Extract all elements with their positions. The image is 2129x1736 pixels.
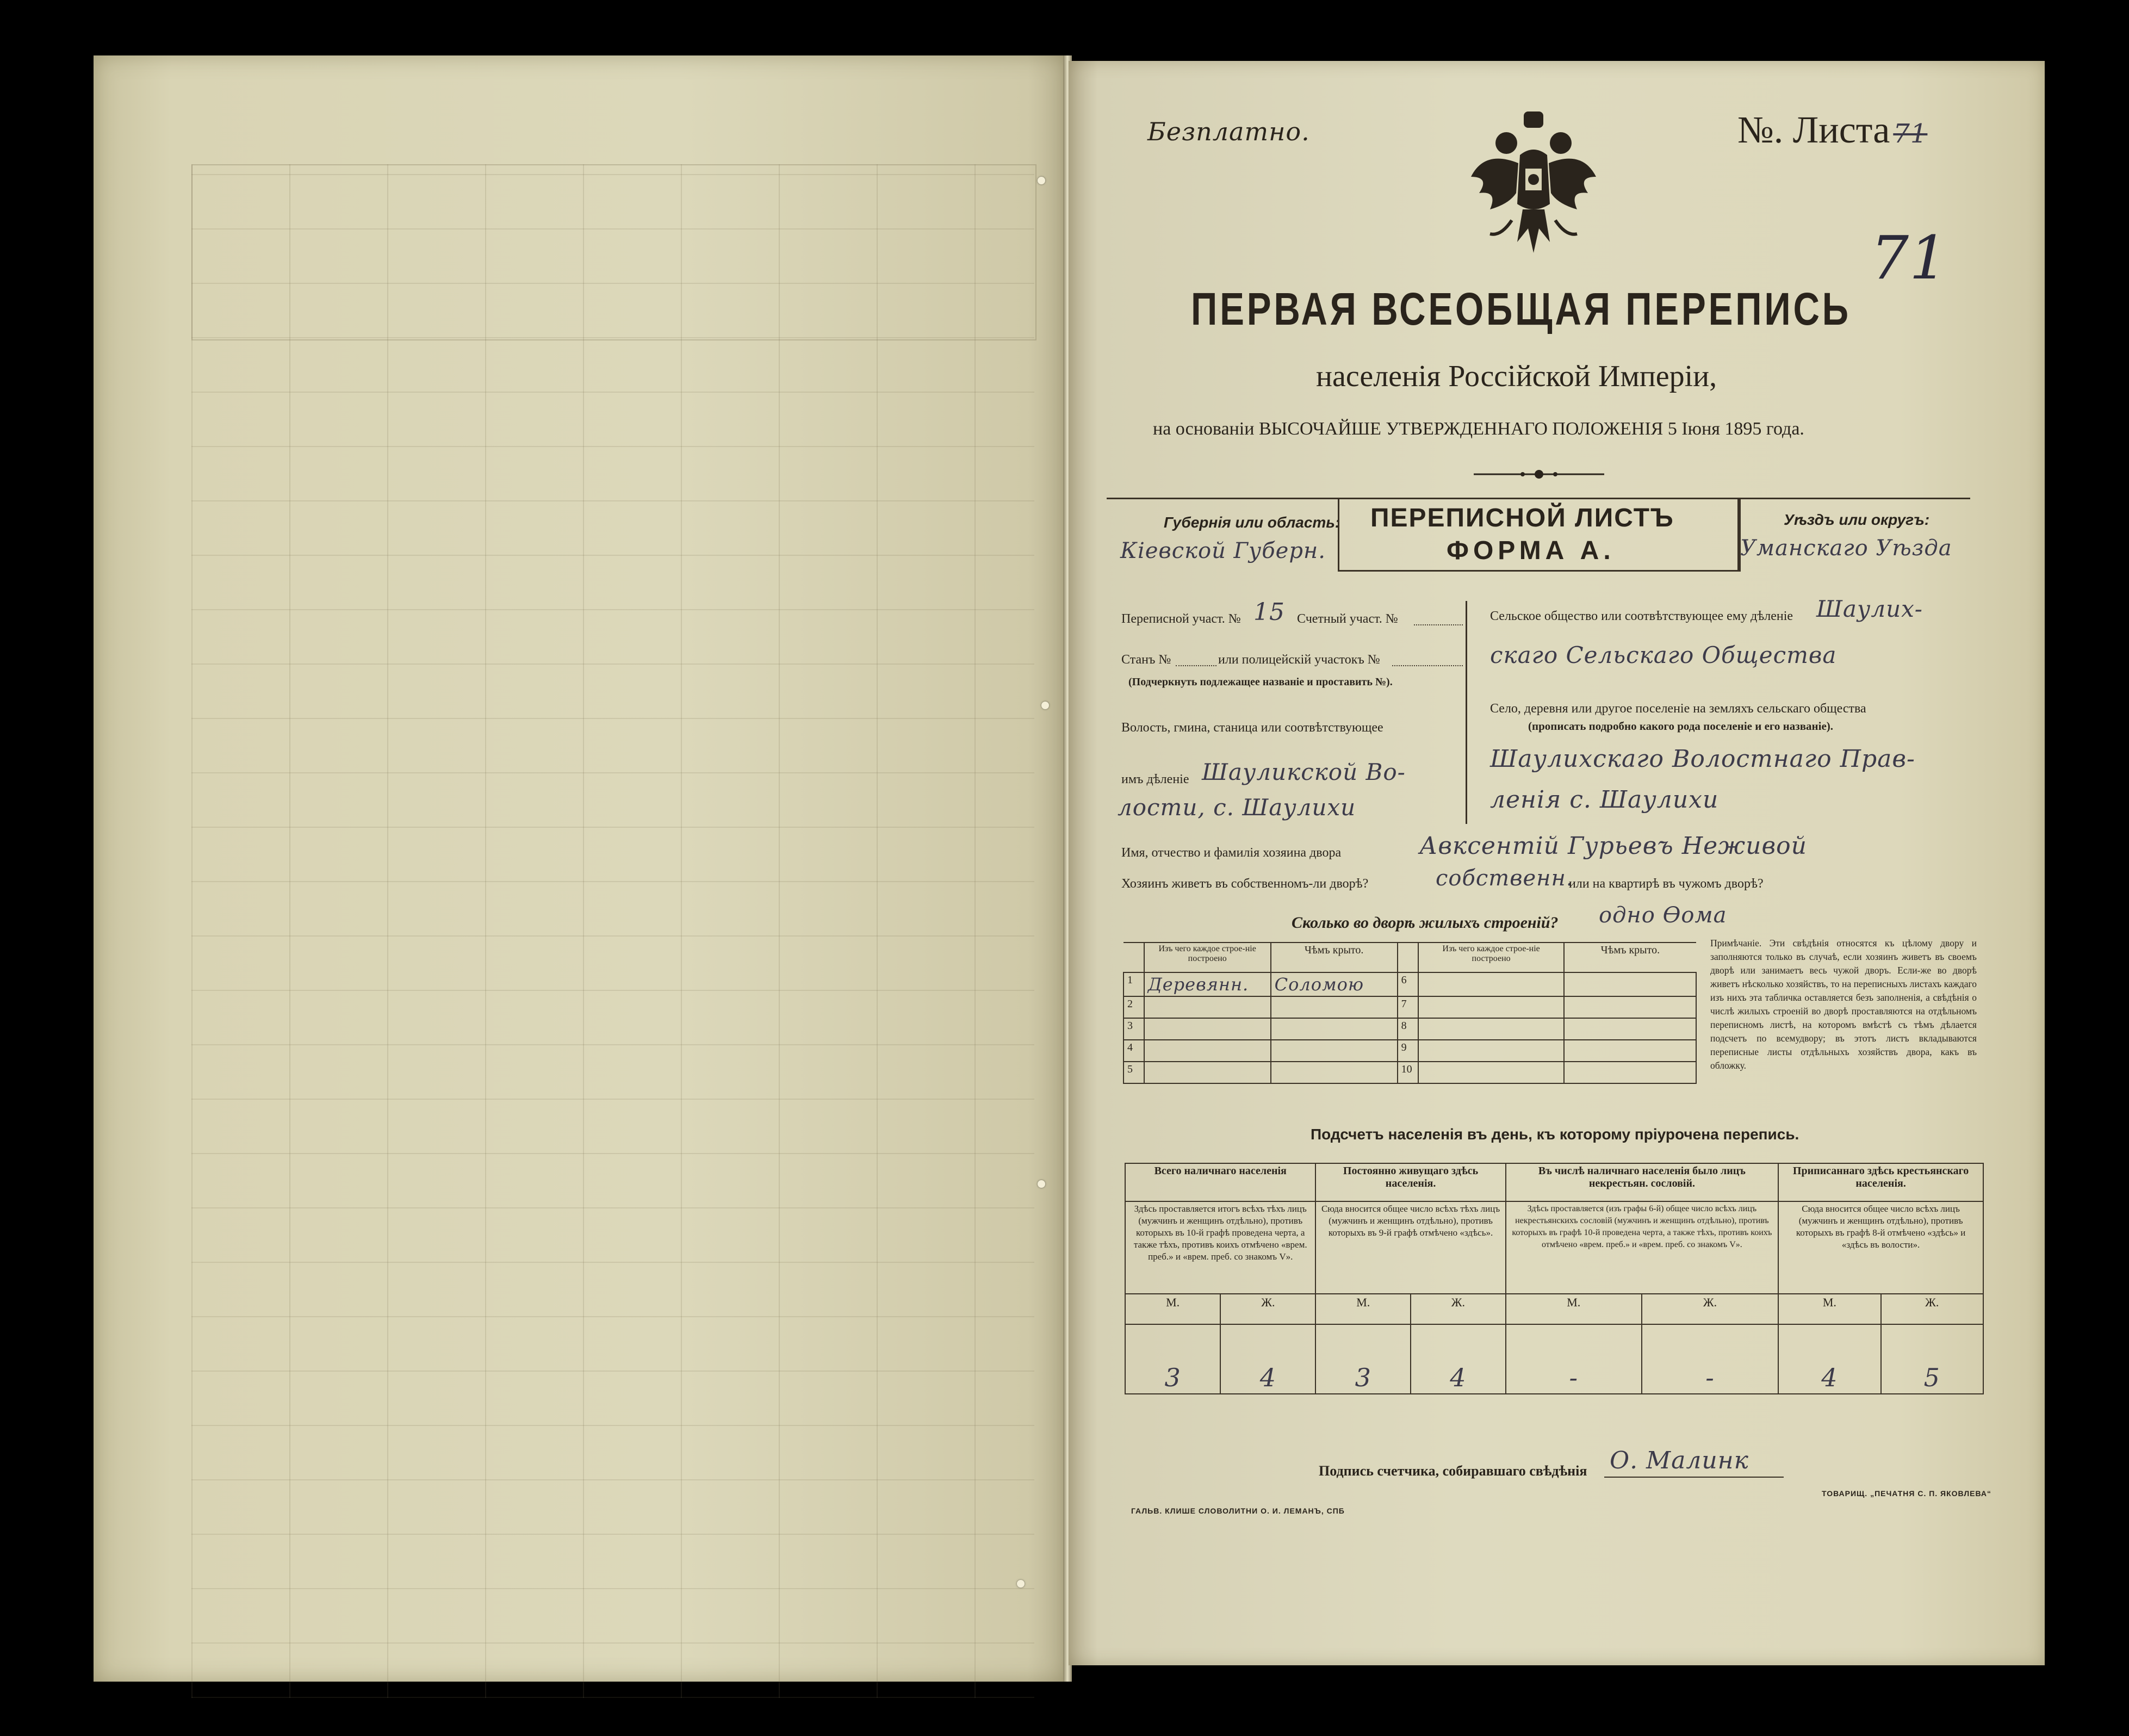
society-value-2: скаго Сельскаго Общества [1490, 642, 1837, 668]
counting-district-line [1414, 624, 1463, 625]
page-subtitle: населенія Россійской Имперіи, [1316, 359, 1717, 393]
count-registered-f: 5 [1881, 1324, 1983, 1394]
guberniya-value: Кіевской Губерн. [1120, 538, 1326, 563]
group-desc-total: Здѣсь проставляется итогъ всѣхъ тѣхъ лицъ (мужчинъ и женщинъ отдѣльно), противъ которыхъ въ 10-й графѣ проведена черта, а также тѣхъ, противъ коихъ отмѣчено «врем. преб.» и «врем. преб. со знакомъ V». [1125, 1201, 1315, 1294]
stan-label: Станъ № [1121, 653, 1171, 667]
society-value: Шаулих- [1816, 596, 1923, 622]
lives-value: собственн. [1436, 866, 1574, 891]
guberniya-label: Губернія или область: [1164, 514, 1340, 531]
form-title-line2: ФОРМА А. [1447, 536, 1615, 565]
uezd-label: Уѣздъ или округъ: [1784, 511, 1930, 528]
handwritten-sheet-number: 71 [1871, 223, 1948, 293]
buildings-value: одно Ѳома [1599, 903, 1727, 928]
police-note: (Подчеркнуть подлежащее названіе и проставить №). [1128, 676, 1393, 688]
buildings-table [1123, 942, 1697, 1084]
population-table [1125, 1163, 1984, 1394]
note-text: Примѣчаніе. Эти свѣдѣнія относятся къ цѣлому двору и заполняются только въ случаѣ, если хозяинъ живетъ въ своемъ дворѣ или занимаетъ весь чужой дворъ. Если-же во дворѣ живетъ нѣсколько хозяйствъ, то на переписныхъ листахъ каждаго изъ нихъ эта табличка оставляется безъ заполненія, а свѣдѣнія о числѣ жилыхъ строеній во дворѣ проставляются на отдѣльномъ переписномъ листѣ, на которомъ вмѣстѣ съ тѣмъ дѣлается подсчетъ по всемудвору; въ этотъ листъ вкладываются переписные листы отдѣльныхъ хозяйствъ двора, какъ въ обложку. [1710, 938, 1977, 1071]
table-row: 1 Деревянн. Соломою 6 [1124, 972, 1696, 996]
legal-basis: на основаніи ВЫСОЧАЙШЕ УТВЕРЖДЕННАГО ПОЛОЖЕНІЯ 5 Іюня 1895 года. [1153, 419, 1804, 439]
double-headed-eagle-icon [1468, 111, 1599, 269]
punch-hole [1017, 1580, 1025, 1588]
lives-label-2: или на квартирѣ въ чужомъ дворѣ? [1569, 877, 1764, 891]
ornament-divider [1474, 468, 1604, 481]
count-permanent-m: 3 [1315, 1324, 1411, 1394]
society-label: Сельское общество или соотвѣтствующее ему дѣленіе [1490, 609, 1793, 623]
sheet-number-label: №. Листа 71 [1737, 109, 1928, 151]
count-total-m: 3 [1125, 1324, 1220, 1394]
material-cell: Деревянн. [1144, 972, 1271, 996]
group-desc-permanent: Сюда вносится общее число всѣхъ тѣхъ лицъ (мужчинъ и женщинъ отдѣльно), противъ которыхъ въ 9-й графѣ отмѣчено «здѣсь». [1315, 1201, 1505, 1294]
group-header-permanent: Постоянно живущаго здѣсь населенія. [1315, 1163, 1505, 1201]
police-label: или полицейскій участокъ № [1218, 653, 1380, 667]
lives-label: Хозяинъ живетъ въ собственномъ-ли дворѣ? [1121, 877, 1369, 891]
table-row: 5 10 [1124, 1062, 1696, 1083]
count-total-f: 4 [1220, 1324, 1315, 1394]
punch-hole [1038, 177, 1045, 184]
owner-value: Авксентій Гурьевъ Неживой [1419, 832, 1807, 860]
signature-line [1604, 1477, 1784, 1478]
table-row: 2 7 [1124, 996, 1696, 1018]
village-label: Село, деревня или другое поселеніе на земляхъ сельскаго общества [1490, 702, 1866, 716]
stan-line [1176, 665, 1216, 666]
group-header-total: Всего наличнаго населенія [1125, 1163, 1315, 1201]
bleed-through-grid [191, 164, 1034, 1698]
page-title: ПЕРВАЯ ВСЕОБЩАЯ ПЕРЕПИСЬ [1191, 283, 1851, 334]
roof-cell: Соломою [1271, 972, 1398, 996]
census-district-value: 15 [1253, 598, 1285, 626]
group-header-non-peasant: Въ числѣ наличнаго населенія было лицъ некрестьян. сословій. [1506, 1163, 1779, 1201]
column-divider [1466, 601, 1467, 824]
buildings-label: Сколько во дворѣ жилыхъ строеній? [1292, 914, 1559, 932]
uezd-value: Уманскаго Уѣзда [1740, 536, 1952, 561]
col-material-header-2: Изъ чего каждое строе-ніе построено [1418, 943, 1563, 972]
form-title-line1: ПЕРЕПИСНОЙ ЛИСТЪ [1370, 504, 1674, 532]
village-note: (прописать подробно какого рода поселеніе и его названіе). [1528, 720, 1834, 733]
volost-label-2: имъ дѣленіе [1121, 772, 1189, 786]
punch-hole [1038, 1180, 1045, 1188]
owner-label: Имя, отчество и фамилія хозяина двора [1121, 846, 1342, 860]
free-label: Безплатно. [1147, 117, 1310, 146]
count-non-peasant-f: - [1642, 1324, 1778, 1394]
count-registered-m: 4 [1778, 1324, 1880, 1394]
counting-district-label: Счетный участ. № [1297, 612, 1398, 626]
left-page [94, 55, 1067, 1682]
group-desc-non-peasant: Здѣсь проставляется (изъ графы 6-й) общее число всѣхъ лицъ некрестьянскихъ сословій (мужчинъ и женщинъ отдѣльно), противъ которыхъ въ графѣ 10-й проведена черта, а также тѣхъ, противъ коихъ отмѣчено «врем. преб.» и «врем. преб. со знакомъ V». [1506, 1201, 1779, 1294]
volost-value-2: лости, с. Шаулихи [1118, 794, 1356, 821]
signature-label: Подпись счетчика, собиравшаго свѣдѣнія [1319, 1463, 1587, 1479]
count-non-peasant-m: - [1506, 1324, 1642, 1394]
table-row: 4 9 [1124, 1040, 1696, 1062]
police-line [1392, 665, 1463, 666]
col-roof-header-2: Чѣмъ крыто. [1564, 943, 1696, 972]
footer-right: ТОВАРИЩ. „ПЕЧАТНЯ С. П. ЯКОВЛЕВА“ [1822, 1489, 1992, 1498]
village-value: Шаулихскаго Волостнаго Прав- [1490, 745, 1915, 773]
count-permanent-f: 4 [1411, 1324, 1506, 1394]
volost-label: Волость, гмина, станица или соотвѣтствующее [1121, 721, 1383, 735]
footer-left: ГАЛЬВ. КЛИШЕ СЛОВОЛИТНИ О. И. ЛЕМАНЪ, СПБ [1131, 1506, 1345, 1515]
group-desc-registered: Сюда вносится общее число всѣхъ лицъ (мужчинъ и женщинъ отдѣльно), противъ которыхъ въ графѣ 8-й отмѣчено «здѣсь» и «здѣсь въ волости». [1778, 1201, 1983, 1294]
counts-row [1125, 1324, 1983, 1394]
table-row: 3 8 [1124, 1018, 1696, 1040]
col-roof-header: Чѣмъ крыто. [1271, 943, 1398, 972]
punch-hole [1041, 702, 1049, 709]
village-value-2: ленія с. Шаулихи [1490, 786, 1719, 814]
group-header-registered: Приписаннаго здѣсь крестьянскаго населенія. [1778, 1163, 1983, 1201]
bleed-through-header [191, 164, 1036, 340]
sex-labels-row: М. Ж. М. Ж. М. Ж. М. Ж. [1125, 1294, 1983, 1324]
population-title: Подсчетъ населенія въ день, къ которому пріурочена перепись. [1311, 1126, 1799, 1143]
census-district-label: Переписной участ. № [1121, 612, 1241, 626]
volost-value: Шауликской Во- [1202, 759, 1406, 785]
signature-value: О. Малинк [1610, 1447, 1749, 1474]
col-material-header: Изъ чего каждое строе-ніе построено [1144, 943, 1271, 972]
